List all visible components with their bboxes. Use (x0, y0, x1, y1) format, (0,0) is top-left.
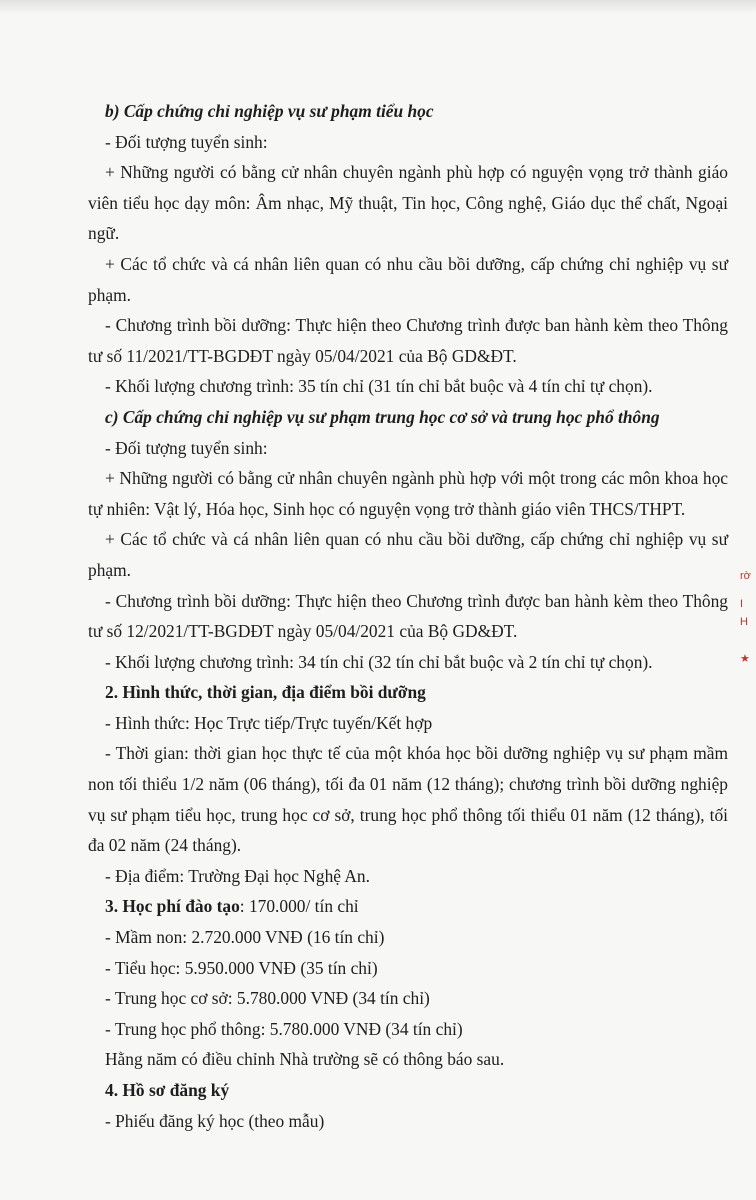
fee-primary: - Tiểu học: 5.950.000 VNĐ (35 tín chỉ) (105, 957, 378, 978)
section-b-program: - Chương trình bồi dưỡng: Thực hiện theo Chương trình được ban hành kèm theo Thông tư số 11/2021/TT-BGDĐT ngày 05/04/2021 của Bộ GD&ĐT. (88, 315, 728, 366)
section-3-note: Hằng năm có điều chỉnh Nhà trường sẽ có thông báo sau. (105, 1049, 505, 1070)
page-top-shadow (0, 0, 756, 14)
fee-preschool: - Mầm non: 2.720.000 VNĐ (16 tín chỉ) (105, 927, 385, 948)
section-4-item-1: - Phiếu đăng ký học (theo mẫu) (105, 1110, 325, 1131)
section-2-time: - Thời gian: thời gian học thực tế của một khóa học bồi dưỡng nghiệp vụ sư phạm mầm non tối thiểu 1/2 năm (06 tháng), tối đa 01 năm (12 tháng); chương trình bồi dưỡng nghiệp vụ sư phạm tiểu học, trung học cơ sở, trung học phổ thông tối thiểu 01 năm (12 tháng), tối đa 02 năm (24 tháng). (88, 743, 728, 856)
adjacent-page-edge (740, 540, 756, 670)
section-b-heading: b) Cấp chứng chỉ nghiệp vụ sư phạm tiểu học (105, 101, 434, 121)
section-2-form: - Hình thức: Học Trực tiếp/Trực tuyến/Kết hợp (105, 712, 433, 733)
edge-mark-2: I (740, 598, 744, 610)
section-c-program: - Chương trình bồi dưỡng: Thực hiện theo Chương trình được ban hành kèm theo Thông tư số 12/2021/TT-BGDĐT ngày 05/04/2021 của Bộ GD&ĐT. (88, 590, 728, 642)
fee-upper-secondary: - Trung học phổ thông: 5.780.000 VNĐ (34 tín chỉ) (105, 1018, 463, 1039)
section-c-volume: - Khối lượng chương trình: 34 tín chỉ (32 tín chỉ bắt buộc và 2 tín chỉ tự chọn). (105, 651, 653, 672)
section-3-heading-line (88, 891, 728, 922)
fee-lower-secondary: - Trung học cơ sở: 5.780.000 VNĐ (34 tín chỉ) (105, 988, 430, 1009)
section-2-place: - Địa điểm: Trường Đại học Nghệ An. (105, 865, 370, 886)
section-b-target-label: - Đối tượng tuyển sinh: (105, 131, 268, 152)
section-3-heading: 3. Học phí đào tạo (105, 896, 240, 917)
section-c-heading: c) Cấp chứng chỉ nghiệp vụ sư phạm trung học cơ sở và trung học phổ thông (105, 406, 660, 427)
section-c-item-1: + Những người có bằng cử nhân chuyên ngành phù hợp với một trong các môn khoa học tự nhiên: Vật lý, Hóa học, Sinh học có nguyện vọng trở thành giáo viên THCS/THPT. (88, 468, 728, 519)
section-3-fee-rate: : 170.000/ tín chỉ (239, 896, 359, 917)
edge-mark-3: H (740, 616, 748, 628)
document-body (88, 96, 728, 1136)
section-2-heading: 2. Hình thức, thời gian, địa điểm bồi dưỡng (105, 682, 426, 703)
edge-mark-1: rờ (740, 570, 751, 582)
section-b-volume: - Khối lượng chương trình: 35 tín chỉ (31 tín chỉ bắt buộc và 4 tín chỉ tự chọn). (105, 376, 653, 397)
section-b-item-2: + Các tổ chức và cá nhân liên quan có nhu cầu bồi dưỡng, cấp chứng chỉ nghiệp vụ sư phạm. (88, 253, 728, 305)
section-c-item-2: + Các tổ chức và cá nhân liên quan có nhu cầu bồi dưỡng, cấp chứng chỉ nghiệp vụ sư phạm. (88, 529, 728, 580)
section-b-item-1: + Những người có bằng cử nhân chuyên ngành phù hợp có nguyện vọng trở thành giáo viên tiểu học dạy môn: Âm nhạc, Mỹ thuật, Tin học, Công nghệ, Giáo dục thể chất, Ngoại ngữ. (88, 162, 728, 244)
section-c-target-label: - Đối tượng tuyển sinh: (105, 437, 268, 458)
edge-mark-4: ★ (740, 653, 750, 665)
section-4-heading: 4. Hồ sơ đăng ký (105, 1080, 230, 1100)
